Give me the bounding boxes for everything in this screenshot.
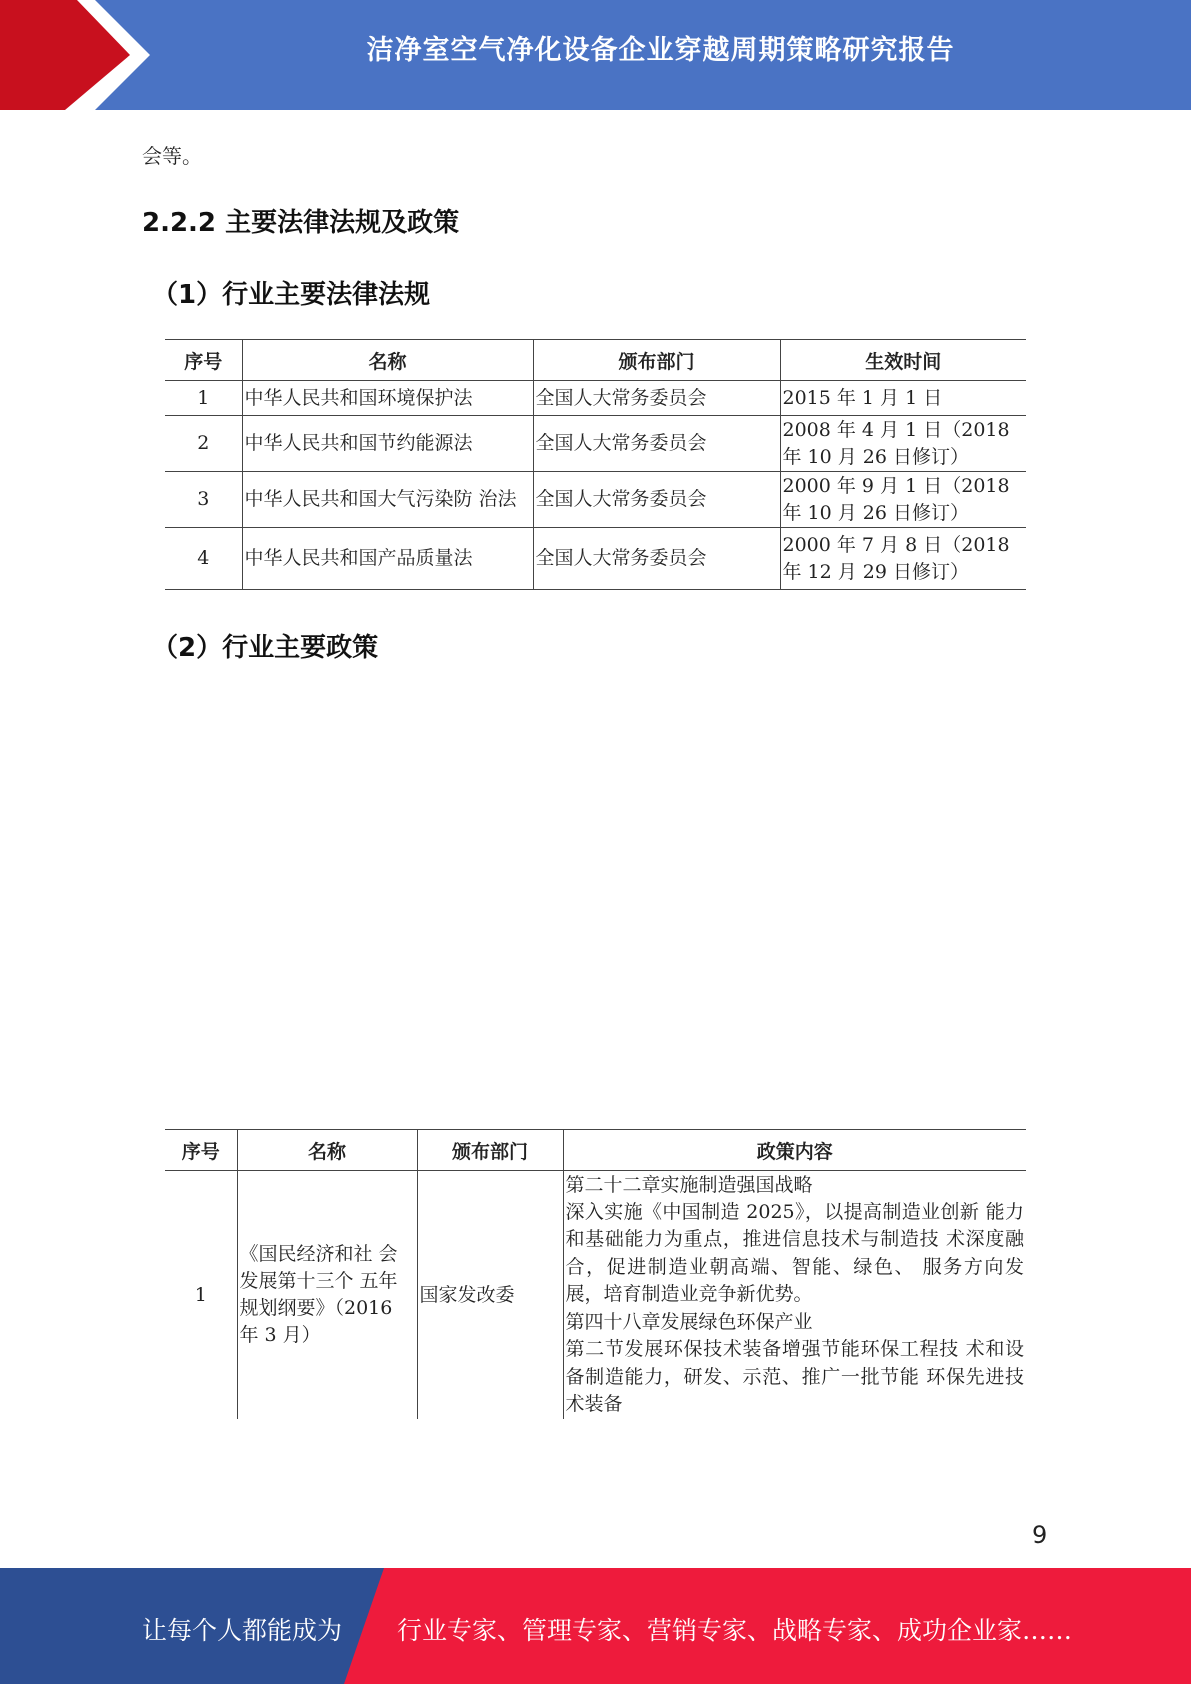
footer-slogan-right: 行业专家、管理专家、营销专家、战略专家、成功企业家…… xyxy=(397,1616,1073,1645)
column-header: 生效时间 xyxy=(780,340,1026,381)
law-name: 中华人民共和国产品质量法 xyxy=(242,528,533,590)
policy-name: 《国民经济和社 会发展第十三个 五年规划纲要》（2016 年 3 月） xyxy=(237,1171,417,1420)
effective-date: 2008 年 4 月 1 日（2018 年 10 月 26 日修订） xyxy=(780,416,1026,472)
table-row xyxy=(165,1171,1026,1420)
law-name: 中华人民共和国大气污染防 治法 xyxy=(242,472,533,528)
policies-table xyxy=(165,1129,1026,1419)
footer-slogan-left: 让每个人都能成为 xyxy=(142,1616,343,1645)
issuing-department: 国家发改委 xyxy=(417,1171,563,1420)
effective-date: 2000 年 7 月 8 日（2018 年 12 月 29 日修订） xyxy=(780,528,1026,590)
policy-paragraph: 第四十八章发展绿色环保产业 xyxy=(565,1310,813,1333)
table-header-row xyxy=(165,1130,1026,1171)
policies-heading: （2）行业主要政策 xyxy=(152,633,379,663)
page-header xyxy=(0,0,1191,110)
issuing-department: 全国人大常务委员会 xyxy=(533,416,780,472)
policy-paragraph: 第二十二章实施制造强国战略 xyxy=(565,1173,813,1196)
issuing-department: 全国人大常务委员会 xyxy=(533,472,780,528)
row-number: 4 xyxy=(165,528,242,590)
law-name: 中华人民共和国节约能源法 xyxy=(242,416,533,472)
column-header: 政策内容 xyxy=(563,1130,1026,1171)
policy-paragraph: 第二节发展环保技术装备增强节能环保工程技 术和设备制造能力，研发、示范、推广一批节能 环保先进技术装备 xyxy=(565,1338,1024,1415)
row-number: 1 xyxy=(165,381,242,416)
header-arrow-decoration xyxy=(0,0,160,110)
column-header: 颁布部门 xyxy=(417,1130,563,1171)
policy-content xyxy=(563,1171,1026,1420)
laws-heading: （1）行业主要法律法规 xyxy=(152,280,431,310)
column-header: 颁布部门 xyxy=(533,340,780,381)
column-header: 序号 xyxy=(165,340,242,381)
column-header: 名称 xyxy=(237,1130,417,1171)
section-heading: 2.2.2 主要法律法规及政策 xyxy=(142,208,460,238)
policy-paragraph: 深入实施《中国制造 2025》，以提高制造业创新 能力和基础能力为重点，推进信息技术与制造技 术深度融合，促进制造业朝高端、智能、绿色、 服务方向发展，培育制造业竞争新优势。 xyxy=(565,1201,1024,1306)
effective-date: 2000 年 9 月 1 日（2018 年 10 月 26 日修订） xyxy=(780,472,1026,528)
column-header: 序号 xyxy=(165,1130,237,1171)
row-number: 2 xyxy=(165,416,242,472)
table-row xyxy=(165,528,1026,590)
table-row xyxy=(165,381,1026,416)
laws-table xyxy=(165,339,1026,590)
issuing-department: 全国人大常务委员会 xyxy=(533,528,780,590)
table-row xyxy=(165,416,1026,472)
column-header: 名称 xyxy=(242,340,533,381)
law-name: 中华人民共和国环境保护法 xyxy=(242,381,533,416)
table-row xyxy=(165,472,1026,528)
row-number: 1 xyxy=(194,1283,207,1306)
page-number: 9 xyxy=(1032,1521,1048,1549)
issuing-department: 全国人大常务委员会 xyxy=(533,381,780,416)
effective-date: 2015 年 1 月 1 日 xyxy=(780,381,1026,416)
table-header-row xyxy=(165,340,1026,381)
page-footer xyxy=(0,1568,1191,1684)
header-title: 洁净室空气净化设备企业穿越周期策略研究报告 xyxy=(366,35,955,66)
row-number: 3 xyxy=(165,472,242,528)
intro-text: 会等。 xyxy=(142,144,202,168)
